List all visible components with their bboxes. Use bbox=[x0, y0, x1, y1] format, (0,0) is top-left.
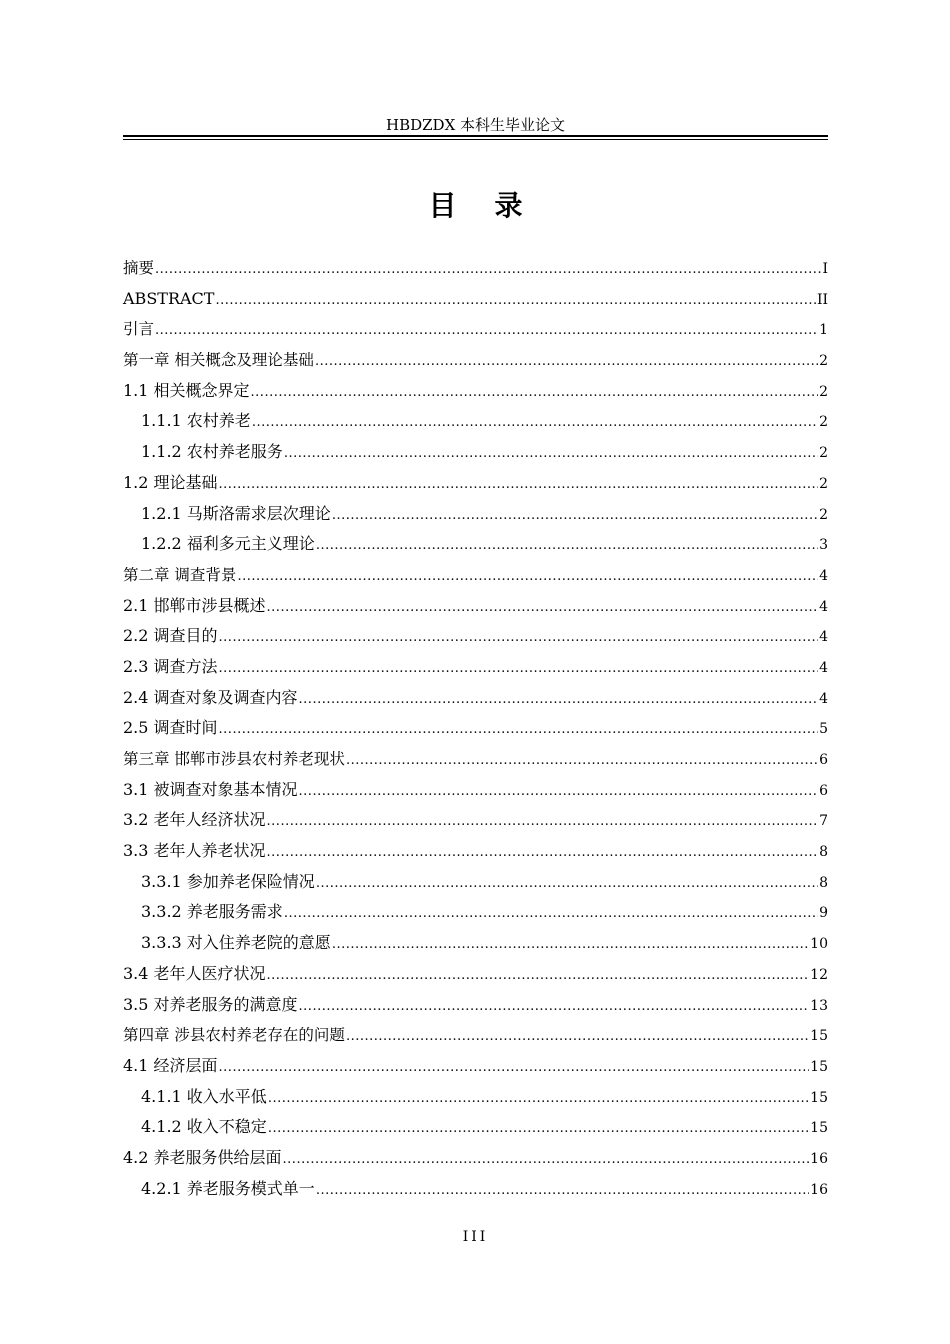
toc-entry[interactable] bbox=[123, 284, 828, 315]
toc-dot-leader bbox=[219, 470, 819, 501]
toc-dot-leader bbox=[267, 807, 819, 838]
toc-dot-leader bbox=[267, 961, 810, 992]
toc-entry-label: 1.2 理论基础 bbox=[123, 472, 218, 492]
toc-entry[interactable] bbox=[123, 959, 828, 990]
toc-entry[interactable] bbox=[123, 775, 828, 806]
toc-entry-label: 第二章 调查背景 bbox=[123, 565, 237, 584]
toc-dot-leader bbox=[299, 777, 819, 808]
toc-dot-leader bbox=[219, 623, 819, 654]
toc-entry-label: 第一章 相关概念及理论基础 bbox=[123, 351, 314, 370]
toc-entry-page: 4 bbox=[819, 629, 828, 646]
toc-dot-leader bbox=[332, 930, 809, 961]
toc-entry-label: 2.5 调查时间 bbox=[123, 718, 218, 738]
toc-entry-label: 3.3.2 养老服务需求 bbox=[141, 902, 283, 922]
toc-entry[interactable] bbox=[123, 1143, 828, 1174]
toc-entry-label: 4.2.1 养老服务模式单一 bbox=[141, 1178, 315, 1198]
toc-entry-label: 1.1.1 农村养老 bbox=[141, 411, 251, 431]
toc-entry-label: 第四章 涉县农村养老存在的问题 bbox=[123, 1026, 345, 1045]
toc-dot-leader bbox=[316, 869, 818, 900]
toc-entry-page: 6 bbox=[819, 752, 828, 768]
toc-dot-leader bbox=[283, 1145, 810, 1176]
toc-entry[interactable] bbox=[123, 744, 828, 775]
toc-entry-page: 1 bbox=[819, 322, 828, 339]
toc-entry-page: 15 bbox=[810, 1120, 828, 1137]
toc-entry-label: 3.4 老年人医疗状况 bbox=[123, 963, 266, 983]
toc-entry[interactable] bbox=[123, 1051, 828, 1082]
toc-entry-page: I bbox=[822, 261, 828, 277]
toc-dot-leader bbox=[268, 1084, 809, 1115]
toc-entry-page: 13 bbox=[810, 997, 828, 1014]
toc-entry[interactable] bbox=[123, 805, 828, 836]
toc-entry[interactable] bbox=[123, 652, 828, 683]
toc-entry-label: 2.3 调查方法 bbox=[123, 656, 218, 676]
toc-dot-leader bbox=[251, 378, 819, 409]
toc-dot-leader bbox=[252, 408, 818, 439]
toc-entry[interactable] bbox=[123, 1174, 828, 1205]
toc-entry-label: ABSTRACT bbox=[123, 288, 215, 308]
toc-dot-leader bbox=[346, 1022, 809, 1053]
toc-entry[interactable] bbox=[123, 1020, 828, 1051]
toc-entry[interactable] bbox=[123, 345, 828, 376]
toc-entry-page: 7 bbox=[819, 813, 828, 830]
toc-entry-page: 10 bbox=[810, 936, 828, 953]
toc-entry[interactable] bbox=[123, 897, 828, 928]
toc-entry-page: 4 bbox=[819, 598, 828, 615]
toc-dot-leader bbox=[237, 562, 818, 593]
toc-entry[interactable] bbox=[123, 928, 828, 959]
toc-entry-label: 3.2 老年人经济状况 bbox=[123, 810, 266, 830]
toc-entry-label: 引言 bbox=[123, 320, 155, 339]
toc-entry-label: 3.3.3 对入住养老院的意愿 bbox=[141, 933, 331, 953]
toc-entry-label: 3.5 对养老服务的满意度 bbox=[123, 994, 298, 1014]
toc-dot-leader bbox=[219, 654, 819, 685]
toc-entry[interactable] bbox=[123, 529, 828, 560]
toc-entry-page: 4 bbox=[819, 659, 828, 676]
toc-entry-page: 12 bbox=[810, 966, 828, 983]
toc-entry-page: 2 bbox=[819, 383, 828, 400]
toc-entry[interactable] bbox=[123, 591, 828, 622]
toc-entry-label: 3.3 老年人养老状况 bbox=[123, 841, 266, 861]
toc-entry-label: 3.3.1 参加养老保险情况 bbox=[141, 871, 315, 891]
toc-entry-label: 4.1.1 收入水平低 bbox=[141, 1086, 267, 1106]
toc-entry-page: 2 bbox=[819, 506, 828, 523]
toc-entry-label: 2.1 邯郸市涉县概述 bbox=[123, 595, 266, 615]
toc-entry[interactable] bbox=[123, 560, 828, 591]
toc-dot-leader bbox=[284, 899, 818, 930]
toc-entry[interactable] bbox=[123, 713, 828, 744]
toc-entry[interactable] bbox=[123, 253, 828, 284]
toc-dot-leader bbox=[155, 255, 821, 286]
toc-entry-page: 6 bbox=[819, 782, 828, 799]
toc-entry-label: 第三章 邯郸市涉县农村养老现状 bbox=[123, 750, 345, 768]
toc-title: 目录 bbox=[428, 189, 561, 222]
toc-dot-leader bbox=[219, 1053, 810, 1084]
toc-entry-page: 4 bbox=[819, 690, 828, 707]
table-of-contents bbox=[123, 253, 828, 1204]
toc-entry-page: 2 bbox=[819, 353, 828, 370]
toc-entry-page: 3 bbox=[819, 537, 828, 554]
toc-entry[interactable] bbox=[123, 376, 828, 407]
toc-entry[interactable] bbox=[123, 499, 828, 530]
toc-entry[interactable] bbox=[123, 468, 828, 499]
page-number: III bbox=[462, 1229, 489, 1245]
toc-entry-label: 2.4 调查对象及调查内容 bbox=[123, 687, 298, 707]
toc-dot-leader bbox=[155, 316, 818, 347]
toc-dot-leader bbox=[346, 746, 818, 777]
toc-entry-page: 4 bbox=[819, 567, 828, 584]
header-rule-thin bbox=[123, 139, 828, 140]
toc-entry-label: 1.2.1 马斯洛需求层次理论 bbox=[141, 503, 331, 523]
toc-dot-leader bbox=[219, 715, 819, 746]
toc-entry-page: 15 bbox=[810, 1028, 828, 1045]
toc-dot-leader bbox=[299, 685, 819, 716]
toc-entry[interactable] bbox=[123, 621, 828, 652]
toc-entry-page: 9 bbox=[819, 905, 828, 922]
toc-entry-page: 5 bbox=[819, 721, 828, 738]
toc-dot-leader bbox=[215, 286, 815, 317]
toc-entry-label: 3.1 被调查对象基本情况 bbox=[123, 779, 298, 799]
toc-entry-page: 16 bbox=[810, 1181, 828, 1198]
toc-entry[interactable] bbox=[123, 437, 828, 468]
toc-dot-leader bbox=[299, 992, 810, 1023]
toc-entry[interactable] bbox=[123, 836, 828, 867]
toc-dot-leader bbox=[315, 347, 818, 378]
toc-entry-label: 2.2 调查目的 bbox=[123, 626, 218, 646]
toc-entry-page: 16 bbox=[810, 1150, 828, 1167]
toc-entry-label: 4.1 经济层面 bbox=[123, 1055, 218, 1075]
toc-entry[interactable] bbox=[123, 990, 828, 1021]
toc-entry[interactable] bbox=[123, 314, 828, 345]
toc-dot-leader bbox=[316, 531, 818, 562]
toc-entry-page: 15 bbox=[810, 1058, 828, 1075]
toc-dot-leader bbox=[267, 838, 819, 869]
toc-entry-page: 8 bbox=[819, 874, 828, 891]
toc-dot-leader bbox=[332, 501, 818, 532]
toc-entry-label: 4.2 养老服务供给层面 bbox=[123, 1147, 282, 1167]
header-rule-thick bbox=[123, 135, 828, 137]
toc-entry-label: 1.1.2 农村养老服务 bbox=[141, 442, 283, 462]
toc-entry-page: II bbox=[816, 291, 828, 308]
toc-entry-page: 2 bbox=[819, 475, 828, 492]
toc-entry-label: 4.1.2 收入不稳定 bbox=[141, 1117, 267, 1137]
toc-entry-page: 15 bbox=[810, 1089, 828, 1106]
toc-entry-label: 1.2.2 福利多元主义理论 bbox=[141, 534, 315, 554]
toc-entry-page: 2 bbox=[819, 414, 828, 431]
toc-entry-label: 1.1 相关概念界定 bbox=[123, 380, 250, 400]
toc-entry[interactable] bbox=[123, 867, 828, 898]
toc-entry[interactable] bbox=[123, 683, 828, 714]
toc-entry[interactable] bbox=[123, 1082, 828, 1113]
toc-entry[interactable] bbox=[123, 406, 828, 437]
toc-dot-leader bbox=[284, 439, 818, 470]
toc-entry-page: 8 bbox=[819, 844, 828, 861]
toc-entry[interactable] bbox=[123, 1112, 828, 1143]
toc-entry-page: 2 bbox=[819, 445, 828, 462]
page-header: HBDZDX 本科生毕业论文 bbox=[385, 116, 566, 134]
toc-dot-leader bbox=[316, 1176, 809, 1207]
toc-dot-leader bbox=[267, 593, 819, 624]
toc-dot-leader bbox=[268, 1114, 809, 1145]
toc-entry-label: 摘要 bbox=[123, 259, 155, 277]
